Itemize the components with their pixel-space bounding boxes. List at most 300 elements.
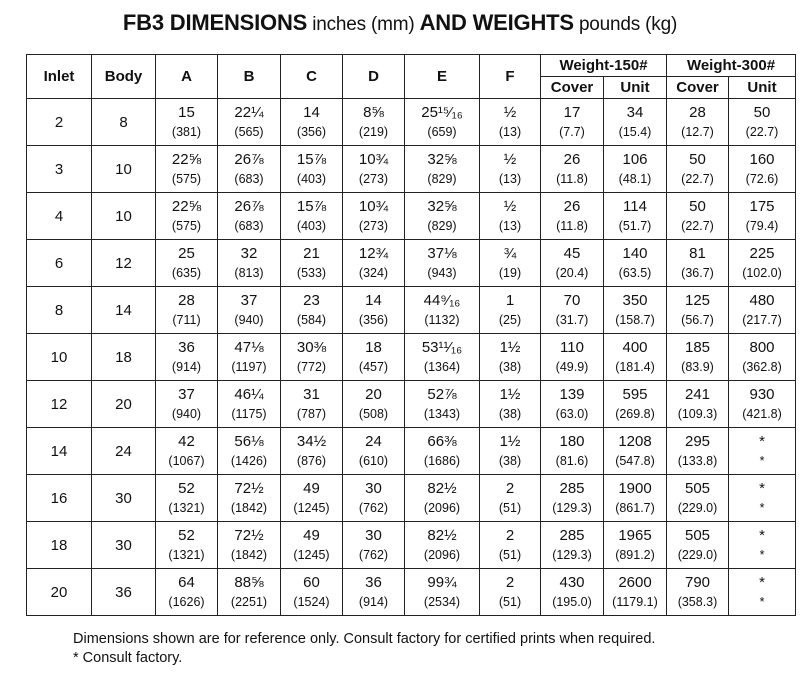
- cell-f: [480, 569, 541, 616]
- value-primary: 45: [563, 245, 581, 262]
- cell-e: [405, 240, 480, 287]
- cell-e: [405, 287, 480, 334]
- value-secondary: (813): [234, 266, 264, 280]
- value-primary: 480: [749, 292, 775, 309]
- value-secondary: (1426): [230, 454, 268, 468]
- cell-u300: [729, 334, 796, 381]
- value-secondary: (19): [498, 266, 522, 280]
- value-secondary: (31.7): [555, 313, 589, 327]
- value-primary: 1965: [618, 527, 652, 544]
- value-secondary: (22.7): [681, 172, 714, 186]
- value-secondary: (356): [296, 125, 327, 139]
- value-secondary: (762): [358, 548, 389, 562]
- value-primary: 24: [365, 433, 382, 450]
- value-secondary: (421.8): [742, 407, 782, 421]
- value-primary: 21: [303, 245, 320, 262]
- value-primary: 1½: [499, 386, 521, 403]
- value-primary: 25¹⁵⁄₁₆: [421, 104, 463, 121]
- cell-c: [281, 240, 343, 287]
- cell-c150: [541, 99, 604, 146]
- cell-u150: [604, 428, 667, 475]
- table-row: [27, 287, 796, 334]
- value-primary: 42: [178, 433, 195, 450]
- cell-d: [343, 99, 405, 146]
- cell-inlet: 12: [27, 381, 92, 428]
- cell-b: [218, 522, 281, 569]
- cell-u300: [729, 522, 796, 569]
- header-unit-300: Unit: [729, 77, 796, 99]
- header-c: C: [281, 55, 343, 99]
- value-primary: 350: [622, 292, 648, 309]
- value-primary: 10¾: [358, 198, 389, 215]
- value-primary: 37⅛: [427, 245, 457, 262]
- value-secondary: (1321): [168, 501, 205, 515]
- cell-f: [480, 193, 541, 240]
- cell-c300: [667, 569, 729, 616]
- cell-a: [156, 475, 218, 522]
- value-secondary: (273): [358, 219, 389, 233]
- value-primary: 505: [684, 480, 711, 497]
- cell-u150: [604, 146, 667, 193]
- value-secondary: (356): [358, 313, 389, 327]
- value-primary: 106: [622, 151, 648, 168]
- value-primary: 31: [303, 386, 320, 403]
- value-secondary: (22.7): [745, 125, 779, 139]
- value-secondary: (13): [498, 219, 522, 233]
- cell-inlet: 3: [27, 146, 92, 193]
- cell-b: [218, 381, 281, 428]
- value-secondary: (876): [296, 454, 327, 468]
- value-primary: 14: [365, 292, 382, 309]
- table-row: [27, 569, 796, 616]
- table-row: [27, 146, 796, 193]
- value-primary: 72½: [234, 527, 264, 544]
- value-primary: 26⅞: [234, 198, 264, 215]
- value-secondary: (1343): [423, 407, 461, 421]
- cell-u300: [729, 569, 796, 616]
- value-secondary: (49.9): [555, 360, 589, 374]
- value-primary: 110: [560, 339, 584, 356]
- value-secondary: (1364): [423, 360, 461, 374]
- value-secondary: (51): [498, 501, 522, 515]
- value-primary: 37: [178, 386, 195, 403]
- value-secondary: (1179.1): [612, 595, 658, 609]
- value-secondary: (772): [296, 360, 327, 374]
- value-primary: 595: [622, 386, 648, 403]
- header-d: D: [343, 55, 405, 99]
- cell-c300: [667, 146, 729, 193]
- value-primary: 50: [689, 151, 706, 168]
- value-secondary: (2096): [423, 548, 461, 562]
- value-primary: 22⅝: [171, 151, 202, 168]
- header-cover-300: Cover: [667, 77, 729, 99]
- value-secondary: (829): [427, 219, 457, 233]
- title-part-2: inches (mm): [307, 14, 420, 35]
- value-primary: 125: [684, 292, 711, 309]
- value-secondary: (1524): [293, 595, 330, 609]
- cell-c150: [541, 381, 604, 428]
- cell-b: [218, 287, 281, 334]
- value-primary: 505: [684, 527, 711, 544]
- value-primary: 26: [563, 198, 581, 215]
- cell-body: 10: [92, 193, 156, 240]
- value-primary: 175: [749, 198, 775, 215]
- value-secondary: (2251): [230, 595, 268, 609]
- value-primary: 185: [684, 339, 711, 356]
- value-secondary: (1842): [230, 548, 268, 562]
- value-primary: ¾: [503, 245, 517, 262]
- value-primary: 52: [178, 527, 195, 544]
- cell-d: [343, 428, 405, 475]
- value-secondary: (1132): [424, 313, 460, 327]
- value-secondary: (15.4): [618, 125, 652, 139]
- cell-e: [405, 146, 480, 193]
- value-primary: 64: [178, 574, 195, 591]
- value-secondary: (12.7): [681, 125, 714, 139]
- value-secondary: (575): [171, 172, 202, 186]
- value-primary: 295: [684, 433, 711, 450]
- cell-e: [405, 428, 480, 475]
- cell-body: 24: [92, 428, 156, 475]
- cell-u150: [604, 99, 667, 146]
- cell-c: [281, 569, 343, 616]
- cell-u300: [729, 146, 796, 193]
- header-unit-150: Unit: [604, 77, 667, 99]
- cell-c300: [667, 475, 729, 522]
- value-secondary: (914): [171, 360, 202, 374]
- value-primary: 52⅞: [427, 386, 457, 403]
- table-row: [27, 428, 796, 475]
- value-secondary: (762): [358, 501, 389, 515]
- value-primary: 72½: [234, 480, 264, 497]
- cell-c300: [667, 334, 729, 381]
- value-secondary: (38): [498, 407, 522, 421]
- header-weight-150: Weight-150#: [541, 55, 667, 77]
- cell-f: [480, 146, 541, 193]
- cell-body: 12: [92, 240, 156, 287]
- cell-d: [343, 522, 405, 569]
- table-row: [27, 193, 796, 240]
- cell-b: [218, 193, 281, 240]
- table-row: [27, 522, 796, 569]
- cell-b: [218, 146, 281, 193]
- table-row: [27, 381, 796, 428]
- value-secondary: (575): [171, 219, 202, 233]
- cell-f: [480, 428, 541, 475]
- value-primary: 10¾: [358, 151, 389, 168]
- value-primary: ½: [503, 104, 517, 121]
- value-primary: 22⅝: [171, 198, 202, 215]
- cell-d: [343, 146, 405, 193]
- cell-c150: [541, 475, 604, 522]
- value-secondary: (11.8): [556, 172, 588, 186]
- value-secondary: (1842): [230, 501, 268, 515]
- cell-b: [218, 475, 281, 522]
- value-primary: ½: [503, 151, 517, 168]
- value-secondary: (13): [498, 172, 522, 186]
- value-secondary: (102.0): [742, 266, 782, 280]
- cell-inlet: 2: [27, 99, 92, 146]
- cell-d: [343, 193, 405, 240]
- cell-d: [343, 287, 405, 334]
- value-secondary: (403): [296, 219, 327, 233]
- value-primary: 14: [303, 104, 320, 121]
- value-secondary: (13): [498, 125, 522, 139]
- reference-note: Dimensions shown are for reference only. Consult factory for certified prints when required.: [73, 631, 656, 647]
- value-primary: 34½: [296, 433, 327, 450]
- cell-a: [156, 569, 218, 616]
- value-primary: 1: [505, 292, 515, 309]
- value-secondary: (711): [172, 313, 201, 327]
- cell-d: [343, 381, 405, 428]
- cell-u150: [604, 287, 667, 334]
- header-cover-150: Cover: [541, 77, 604, 99]
- value-secondary: (38): [498, 360, 522, 374]
- cell-u150: [604, 522, 667, 569]
- value-secondary: (181.4): [615, 360, 655, 374]
- value-secondary: (269.8): [615, 407, 655, 421]
- value-secondary: (129.3): [552, 548, 592, 562]
- title-part-1: FB3 DIMENSIONS: [122, 10, 308, 35]
- value-primary: 285: [559, 480, 585, 497]
- cell-c: [281, 334, 343, 381]
- value-secondary: (861.7): [615, 501, 655, 515]
- value-secondary: (7.7): [559, 125, 585, 139]
- value-secondary: *: [759, 454, 765, 468]
- value-secondary: (229.0): [677, 548, 718, 562]
- cell-a: [156, 99, 218, 146]
- value-primary: 2: [505, 527, 515, 544]
- value-secondary: (1067): [168, 454, 205, 468]
- value-primary: 18: [365, 339, 382, 356]
- cell-a: [156, 428, 218, 475]
- table-row: [27, 99, 796, 146]
- cell-u150: [604, 240, 667, 287]
- value-secondary: (1626): [168, 595, 205, 609]
- cell-body: 8: [92, 99, 156, 146]
- cell-d: [343, 475, 405, 522]
- value-primary: 17: [563, 104, 581, 121]
- cell-c150: [541, 569, 604, 616]
- cell-c: [281, 428, 343, 475]
- value-primary: 2: [505, 480, 515, 497]
- value-primary: 22¼: [234, 104, 264, 121]
- cell-e: [405, 334, 480, 381]
- cell-e: [405, 569, 480, 616]
- page-title: [0, 10, 800, 36]
- value-primary: 1½: [499, 339, 521, 356]
- cell-u300: [729, 287, 796, 334]
- cell-c: [281, 99, 343, 146]
- value-secondary: (683): [234, 219, 264, 233]
- cell-d: [343, 334, 405, 381]
- value-primary: 114: [623, 198, 647, 215]
- value-primary: 81: [689, 245, 706, 262]
- cell-f: [480, 240, 541, 287]
- table-row: [27, 475, 796, 522]
- value-secondary: (38): [498, 454, 522, 468]
- value-secondary: *: [759, 548, 765, 562]
- value-primary: 12¾: [358, 245, 389, 262]
- cell-c150: [541, 193, 604, 240]
- value-primary: 37: [240, 292, 258, 309]
- value-primary: 8⅝: [363, 104, 384, 121]
- value-primary: ½: [503, 198, 517, 215]
- value-primary: 28: [178, 292, 195, 309]
- value-primary: 2600: [618, 574, 652, 591]
- cell-f: [480, 522, 541, 569]
- value-secondary: (273): [358, 172, 389, 186]
- cell-c: [281, 146, 343, 193]
- value-primary: 241: [684, 386, 711, 403]
- value-secondary: (72.6): [745, 172, 779, 186]
- value-secondary: (943): [427, 266, 457, 280]
- value-primary: 160: [749, 151, 775, 168]
- cell-u300: [729, 475, 796, 522]
- cell-u300: [729, 193, 796, 240]
- value-secondary: (940): [171, 407, 202, 421]
- cell-e: [405, 381, 480, 428]
- cell-e: [405, 99, 480, 146]
- table-body: [27, 99, 796, 616]
- value-primary: 285: [559, 527, 585, 544]
- value-primary: 88⅝: [234, 574, 264, 591]
- value-secondary: (324): [358, 266, 389, 280]
- value-primary: 140: [622, 245, 648, 262]
- cell-inlet: 16: [27, 475, 92, 522]
- value-primary: 225: [749, 245, 775, 262]
- value-primary: 46¼: [234, 386, 264, 403]
- value-secondary: (51): [498, 548, 522, 562]
- value-secondary: (11.8): [556, 219, 588, 233]
- footnotes: [73, 630, 655, 668]
- cell-inlet: 14: [27, 428, 92, 475]
- cell-u150: [604, 381, 667, 428]
- title-part-3: AND WEIGHTS: [419, 10, 574, 35]
- value-primary: 28: [689, 104, 706, 121]
- value-primary: 47⅛: [234, 339, 264, 356]
- cell-body: 18: [92, 334, 156, 381]
- value-primary: 82½: [427, 527, 457, 544]
- cell-c150: [541, 240, 604, 287]
- value-primary: 49: [303, 527, 320, 544]
- header-f: F: [480, 55, 541, 99]
- value-primary: 139: [559, 386, 585, 403]
- value-secondary: (63.5): [618, 266, 652, 280]
- value-secondary: (51.7): [618, 219, 652, 233]
- value-primary: 50: [753, 104, 771, 121]
- title-part-4: pounds (kg): [573, 14, 678, 35]
- cell-b: [218, 334, 281, 381]
- cell-u300: [729, 240, 796, 287]
- cell-a: [156, 287, 218, 334]
- value-primary: 790: [684, 574, 711, 591]
- value-secondary: (51): [498, 595, 522, 609]
- cell-inlet: 18: [27, 522, 92, 569]
- value-secondary: (914): [358, 595, 389, 609]
- value-secondary: (403): [296, 172, 327, 186]
- value-primary: 56⅛: [234, 433, 264, 450]
- cell-b: [218, 569, 281, 616]
- cell-d: [343, 240, 405, 287]
- value-secondary: (565): [234, 125, 264, 139]
- cell-a: [156, 146, 218, 193]
- consult-factory-note: * Consult factory.: [73, 650, 183, 666]
- value-secondary: (158.7): [615, 313, 655, 327]
- value-secondary: (635): [171, 266, 202, 280]
- value-secondary: (109.3): [677, 407, 718, 421]
- value-secondary: (533): [296, 266, 327, 280]
- cell-u150: [604, 334, 667, 381]
- cell-body: 14: [92, 287, 156, 334]
- cell-body: 30: [92, 522, 156, 569]
- value-primary: 36: [178, 339, 195, 356]
- value-secondary: (1245): [293, 501, 330, 515]
- value-secondary: (362.8): [742, 360, 782, 374]
- value-secondary: (659): [427, 125, 457, 139]
- cell-inlet: 6: [27, 240, 92, 287]
- cell-body: 10: [92, 146, 156, 193]
- value-secondary: (129.3): [552, 501, 592, 515]
- cell-a: [156, 522, 218, 569]
- value-secondary: (48.1): [618, 172, 652, 186]
- value-secondary: (787): [296, 407, 327, 421]
- cell-inlet: 20: [27, 569, 92, 616]
- value-primary: 30: [365, 480, 382, 497]
- cell-u150: [604, 569, 667, 616]
- value-primary: 1208: [618, 433, 652, 450]
- value-primary: 1½: [499, 433, 521, 450]
- value-primary: 930: [749, 386, 775, 403]
- cell-a: [156, 240, 218, 287]
- value-secondary: (584): [296, 313, 327, 327]
- value-secondary: (891.2): [615, 548, 655, 562]
- cell-e: [405, 522, 480, 569]
- cell-inlet: 8: [27, 287, 92, 334]
- cell-u150: [604, 475, 667, 522]
- value-secondary: (457): [358, 360, 389, 374]
- header-body: Body: [92, 55, 156, 99]
- cell-inlet: 10: [27, 334, 92, 381]
- header-inlet: Inlet: [27, 55, 92, 99]
- value-primary: 32⅝: [427, 198, 457, 215]
- cell-c300: [667, 193, 729, 240]
- value-secondary: (381): [171, 125, 202, 139]
- cell-c: [281, 522, 343, 569]
- value-secondary: (217.7): [742, 313, 782, 327]
- value-primary: 2: [505, 574, 515, 591]
- cell-a: [156, 193, 218, 240]
- value-primary: 49: [303, 480, 320, 497]
- cell-b: [218, 240, 281, 287]
- cell-c150: [541, 287, 604, 334]
- value-secondary: (940): [234, 313, 264, 327]
- cell-inlet: 4: [27, 193, 92, 240]
- value-primary: 15: [178, 104, 195, 121]
- cell-f: [480, 334, 541, 381]
- value-secondary: (56.7): [681, 313, 714, 327]
- value-primary: *: [759, 433, 765, 450]
- header-weight-300: Weight-300#: [667, 55, 796, 77]
- value-primary: 32⅝: [427, 151, 457, 168]
- value-secondary: (133.8): [677, 454, 718, 468]
- cell-c150: [541, 334, 604, 381]
- cell-a: [156, 334, 218, 381]
- cell-c: [281, 287, 343, 334]
- value-primary: 82½: [427, 480, 457, 497]
- value-primary: 30⅜: [296, 339, 327, 356]
- value-secondary: (36.7): [681, 266, 714, 280]
